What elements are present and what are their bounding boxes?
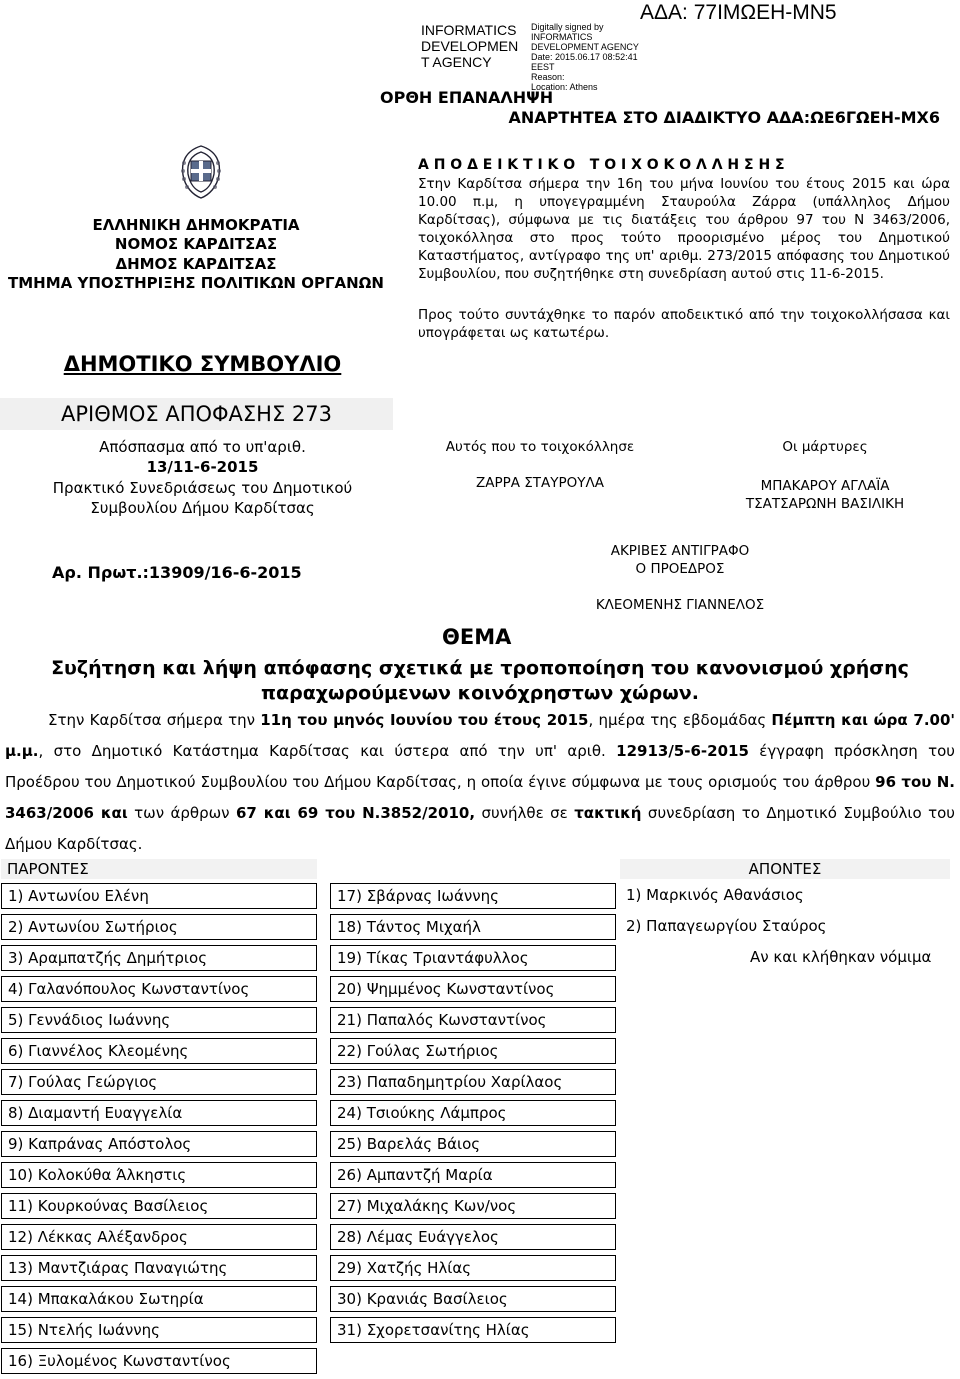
orthi-epanalipsi: ΟΡΘΗ ΕΠΑΝΑΛΗΨΗ xyxy=(380,88,554,107)
ada-code: ΑΔΑ: 77ΙΜΩΕΗ-ΜΝ5 xyxy=(640,1,837,24)
body-text-4: έγγραφη πρόσκληση του Προέδρου του Δημοτικού Συμβουλίου του Δήμου Καρδίτσας, η οποία έγινε σύμφωνα με τους ορισμούς του άρθρου xyxy=(5,742,955,791)
signature-org-line3: T AGENCY xyxy=(421,54,492,70)
header-line1: ΕΛΛΗΝΙΚΗ ΔΗΜΟΚΡΑΤΙΑ xyxy=(92,216,300,234)
attendee-cell: 20) Ψημμένος Κωνσταντίνος xyxy=(330,976,616,1002)
witnesses-label: Οι μάρτυρες xyxy=(782,439,868,455)
minutes-line1: Πρακτικό Συνεδριάσεως του Δημοτικού xyxy=(52,479,353,497)
body-text-1: Στην Καρδίτσα σήμερα την xyxy=(48,711,261,729)
attendee-cell: 16) Ξυλομένος Κωνσταντίνος xyxy=(1,1348,317,1374)
minutes-number: 13/11-6-2015 xyxy=(146,458,259,476)
subject-label: ΘΕΜΑ xyxy=(442,625,512,649)
attendee-cell: 4) Γαλανόπουλος Κωνσταντίνος xyxy=(1,976,317,1002)
signature-org-line2: DEVELOPMEN xyxy=(421,38,519,54)
poster-name: ΖΑΡΡΑ ΣΤΑΥΡΟΥΛΑ xyxy=(475,475,605,491)
attendee-cell: 8) Διαμαντή Ευαγγελία xyxy=(1,1100,317,1126)
attendee-cell: 17) Σβάρνας Ιωάννης xyxy=(330,883,616,909)
signature-detail-line: Date: 2015.06.17 08:52:41 xyxy=(531,52,638,62)
attendee-cell: 25) Βαρελάς Βάιος xyxy=(330,1131,616,1157)
body-bold-4: 96 του Ν. 3463/2006 και xyxy=(5,773,956,822)
decision-number: ΑΡΙΘΜΟΣ ΑΠΟΦΑΣΗΣ 273 xyxy=(0,398,393,430)
subject-line1: Συζήτηση και λήψη απόφασης σχετικά με τροποποίηση του κανονισμού χρήσης xyxy=(51,657,909,679)
subject-line2: παραχωρούμενων κοινόχρηστων χώρων. xyxy=(261,682,699,704)
president-label: Ο ΠΡΟΕΔΡΟΣ xyxy=(635,561,725,577)
attendee-cell: 1) Αντωνίου Ελένη xyxy=(1,883,317,909)
certificate-text: Στην Καρδίτσα σήμερα την 16η του μήνα Ιουνίου του έτους 2015 και ώρα 10.00 π.μ, η υπογεγραμμένη Σταυρούλα Ζάρρα (υπάλληλος Δήμου Καρδίτσας), σύμφωνα με τις διατάξεις του άρθρου 97 του Ν 3463/2006, τοιχοκόλλησα στο προς τούτο προορισμένο μέρος του Δημοτικού Καταστήματος, αντίγραφο της υπ' αριθμ. 273/2015 απόφασης του Δημοτικού Συμβουλίου, που συζητήθηκε στη συνεδρίαση αυτού στις 11-6-2015. xyxy=(418,176,950,282)
attendee-cell: 19) Τίκας Τριαντάφυλλος xyxy=(330,945,616,971)
header-line2: ΝΟΜΟΣ ΚΑΡΔΙΤΣΑΣ xyxy=(114,235,278,253)
body-bold-3: 12913/5-6-2015 xyxy=(616,742,749,760)
signature-detail-line: INFORMATICS xyxy=(531,32,593,42)
attendee-cell: 14) Μπακαλάκου Σωτηρία xyxy=(1,1286,317,1312)
signature-org xyxy=(421,22,518,70)
witness-2: ΤΣΑΤΣΑΡΩΝΗ ΒΑΣΙΛΙΚΗ xyxy=(745,496,905,512)
signature-detail-line: Digitally signed by xyxy=(531,22,604,32)
attendee-cell: 28) Λέμας Ευάγγελος xyxy=(330,1224,616,1250)
absent-member: 1) Μαρκινός Αθανάσιος xyxy=(626,886,804,904)
signature-org-line1: INFORMATICS xyxy=(421,22,517,38)
certificate-title: Α Π Ο Δ Ε Ι Κ Τ Ι Κ Ο Τ Ο Ι Χ Ο Κ Ο Λ Λ Η Σ Η Σ xyxy=(418,157,785,173)
attendee-cell: 13) Μαντζιάρας Παναγιώτης xyxy=(1,1255,317,1281)
body-bold-6: τακτική xyxy=(574,804,642,822)
body-bold-5: 67 και 69 του Ν.3852/2010, xyxy=(236,804,476,822)
attendee-cell: 5) Γεννάδιος Ιωάννης xyxy=(1,1007,317,1033)
body-paragraph xyxy=(5,705,955,860)
extract-label: Απόσπασμα από το υπ'αριθ. xyxy=(99,438,306,456)
council-title: ΔΗΜΟΤΙΚΟ ΣΥΜΒΟΥΛΙΟ xyxy=(63,352,342,376)
body-bold-2: Πέμπτη και ώρα 7.00' μ.μ. xyxy=(5,711,956,760)
header-line4: ΤΜΗΜΑ ΥΠΟΣΤΗΡΙΞΗΣ ΠΟΛΙΤΙΚΩΝ ΟΡΓΑΝΩΝ xyxy=(8,274,384,292)
attendee-cell: 29) Χατζής Ηλίας xyxy=(330,1255,616,1281)
signature-detail-line: EEST xyxy=(531,62,555,72)
greek-coat-of-arms-icon xyxy=(175,143,227,201)
body-text-7: συνεδρίαση το Δημοτικό Συμβούλιο του Δήμου Καρδίτσας. xyxy=(5,804,955,853)
body-bold-1: 11η του μηνός Ιουνίου του έτους 2015 xyxy=(260,711,589,729)
attendee-cell: 23) Παπαδημητρίου Χαρίλαος xyxy=(330,1069,616,1095)
absent-header: ΑΠΟΝΤΕΣ xyxy=(620,859,950,879)
signature-detail-line: Reason: xyxy=(531,72,565,82)
signature-detail-line: Location: Athens xyxy=(531,82,598,92)
body-text-3: , στο Δημοτικό Κατάστημα Καρδίτσας και ύστερα από την υπ' αριθ. xyxy=(38,742,617,760)
attendee-cell: 2) Αντωνίου Σωτήριος xyxy=(1,914,317,940)
president-name: ΚΛΕΟΜΕΝΗΣ ΓΙΑΝΝΕΛΟΣ xyxy=(595,597,765,613)
minutes-line2: Συμβουλίου Δήμου Καρδίτσας xyxy=(90,499,315,517)
signature-details xyxy=(531,22,639,92)
attendee-cell: 21) Παπαλός Κωνσταντίνος xyxy=(330,1007,616,1033)
attendee-cell: 7) Γούλας Γεώργιος xyxy=(1,1069,317,1095)
true-copy-label: ΑΚΡΙΒΕΣ ΑΝΤΙΓΡΑΦΟ xyxy=(610,543,750,559)
body-text-5: των άρθρων xyxy=(127,804,236,822)
attendee-cell: 6) Γιαννέλος Κλεομένης xyxy=(1,1038,317,1064)
attendee-cell: 27) Μιχαλάκης Κων/νος xyxy=(330,1193,616,1219)
anartitea-label: ΑΝΑΡΤΗΤΕΑ ΣΤΟ ΔΙΑΔΙΚΤΥΟ ΑΔΑ:ΩΕ6ΓΩΕΗ-ΜΧ6 xyxy=(508,108,940,127)
attendee-cell: 12) Λέκκας Αλέξανδρος xyxy=(1,1224,317,1250)
attendee-cell: 3) Αραμπατζής Δημήτριος xyxy=(1,945,317,971)
present-header: ΠΑΡΟΝΤΕΣ xyxy=(1,859,317,879)
signature-detail-line: DEVELOPMENT AGENCY xyxy=(531,42,639,52)
certificate-text2: Προς τούτο συντάχθηκε το παρόν αποδεικτικό από την τοιχοκολλήσασα και υπογράφεται ως κατωτέρω. xyxy=(418,307,950,341)
absent-member: 2) Παπαγεωργίου Σταύρος xyxy=(626,917,827,935)
attendee-cell: 10) Κολοκύθα Άλκηστις xyxy=(1,1162,317,1188)
attendee-cell: 24) Τσιούκης Λάμπρος xyxy=(330,1100,616,1126)
witness-1: ΜΠΑΚΑΡΟΥ ΑΓΛΑΪΑ xyxy=(760,478,890,494)
absent-note: Αν και κλήθηκαν νόμιμα xyxy=(750,948,932,966)
attendee-cell: 9) Καπράνας Απόστολος xyxy=(1,1131,317,1157)
attendee-cell: 30) Κρανιάς Βασίλειος xyxy=(330,1286,616,1312)
body-text-2: , ημέρα της εβδομάδας xyxy=(588,711,772,729)
attendee-cell: 18) Τάντος Μιχαήλ xyxy=(330,914,616,940)
poster-label: Αυτός που το τοιχοκόλλησε xyxy=(445,439,635,455)
attendee-cell: 22) Γούλας Σωτήριος xyxy=(330,1038,616,1064)
attendee-cell: 11) Κουρκούνας Βασίλειος xyxy=(1,1193,317,1219)
attendee-cell: 31) Σχορετσανίτης Ηλίας xyxy=(330,1317,616,1343)
header-line3: ΔΗΜΟΣ ΚΑΡΔΙΤΣΑΣ xyxy=(115,255,277,273)
body-text-6: συνήλθε σε xyxy=(475,804,575,822)
attendee-cell: 26) Αμπαντζή Μαρία xyxy=(330,1162,616,1188)
protocol-number: Αρ. Πρωτ.:13909/16-6-2015 xyxy=(52,563,302,582)
attendee-cell: 15) Ντελής Ιωάννης xyxy=(1,1317,317,1343)
